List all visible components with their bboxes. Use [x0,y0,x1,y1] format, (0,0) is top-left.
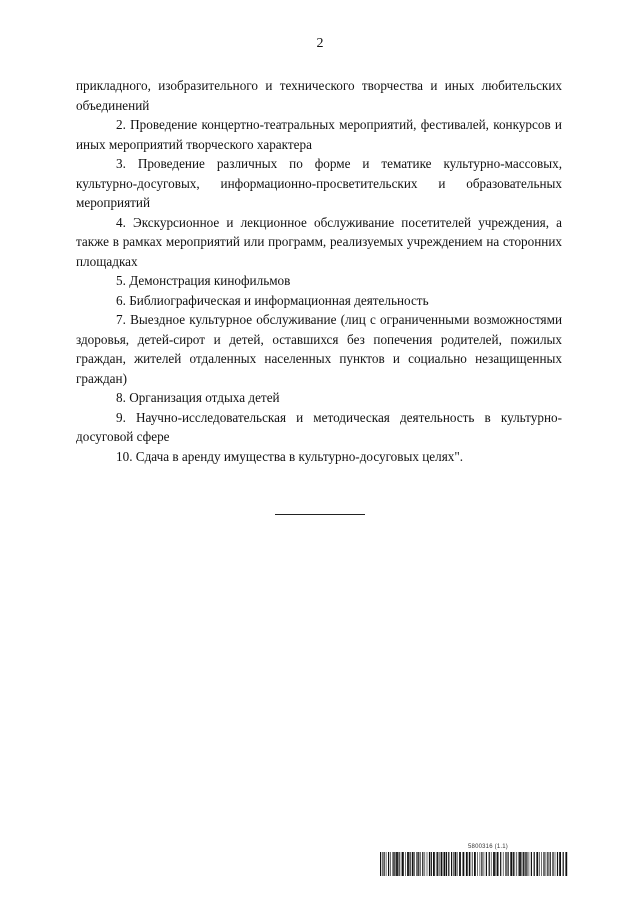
paragraph: 7. Выездное культурное обслуживание (лиц с ограниченными возможностями здоровья, детей-сирот и детей, оставшихся без попечения родителей, пожилых граждан, жителей отдаленных населенных пунктов и социально незащищенных граждан) [76,312,562,386]
paragraph: 3. Проведение различных по форме и тематике культурно-массовых, культурно-досуговых, информационно-просветительских и образовательных мероприятий [76,156,562,210]
closing-separator-line [275,514,365,515]
paragraph: 4. Экскурсионное и лекционное обслуживание посетителей учреждения, а также в рамках мероприятий или программ, реализуемых учреждением на сторонних площадках [76,214,562,269]
paragraph: прикладного, изобразительного и технического творчества и иных любительских объединений [76,78,562,113]
paragraph: 2. Проведение концертно-театральных мероприятий, фестивалей, конкурсов и иных мероприятий творческого характера [76,117,562,152]
page-number: 2 [316,36,324,51]
paragraph: 10. Сдача в аренду имущества в культурно-досуговых целях". [116,448,464,464]
paragraph: 6. Библиографическая и информационная деятельность [116,292,429,308]
paragraph: 9. Научно-исследовательская и методическая деятельность в культурно-досуговой сфере [76,409,562,444]
document-code: 5800316 (1.1) [468,844,508,850]
paragraph: 8. Организация отдыха детей [116,390,280,405]
paragraph: 5. Демонстрация кинофильмов [116,273,291,288]
document-body [76,76,562,466]
barcode [380,852,568,876]
